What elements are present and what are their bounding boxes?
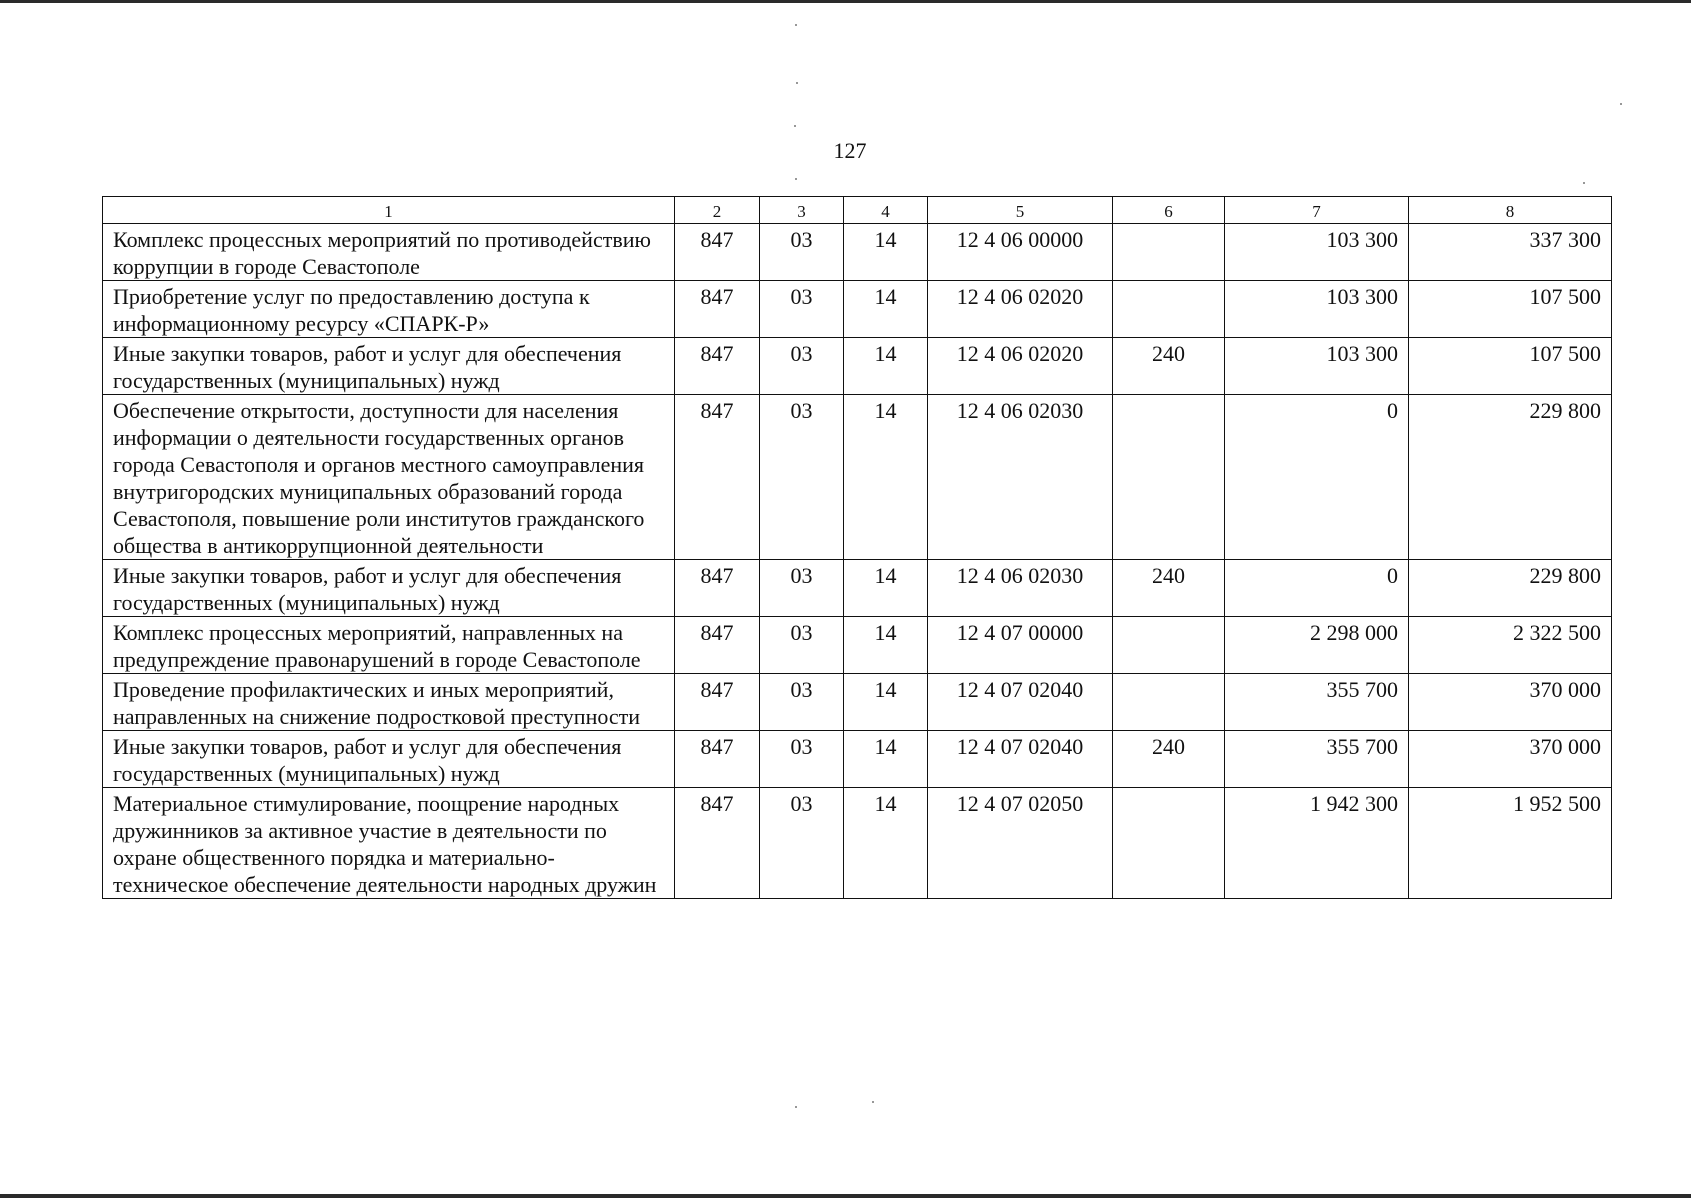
budget-table: [102, 196, 1612, 899]
column-header: 4: [844, 197, 928, 224]
ministry-code: 847: [675, 281, 760, 338]
target-article-code: 12 4 06 02020: [928, 338, 1113, 395]
amount-col-8: 107 500: [1409, 281, 1612, 338]
ministry-code: 847: [675, 674, 760, 731]
table-row: [103, 788, 1612, 899]
amount-col-8: 2 322 500: [1409, 617, 1612, 674]
amount-col-7: 0: [1225, 395, 1409, 560]
column-header: 2: [675, 197, 760, 224]
amount-col-7: 103 300: [1225, 281, 1409, 338]
expense-type-code: 240: [1113, 338, 1225, 395]
amount-col-7: 355 700: [1225, 731, 1409, 788]
section-code: 03: [760, 617, 844, 674]
column-header: 7: [1225, 197, 1409, 224]
table-row: [103, 224, 1612, 281]
subsection-code: 14: [844, 338, 928, 395]
item-name: Комплекс процессных мероприятий, направленных на предупреждение правонарушений в городе Севастополе: [103, 617, 675, 674]
amount-col-8: 107 500: [1409, 338, 1612, 395]
section-code: 03: [760, 224, 844, 281]
subsection-code: 14: [844, 674, 928, 731]
table-row: [103, 338, 1612, 395]
expense-type-code: [1113, 674, 1225, 731]
table-row: [103, 731, 1612, 788]
expense-type-code: 240: [1113, 560, 1225, 617]
subsection-code: 14: [844, 788, 928, 899]
scan-speck: [796, 82, 798, 84]
amount-col-7: 1 942 300: [1225, 788, 1409, 899]
section-code: 03: [760, 788, 844, 899]
expense-type-code: [1113, 788, 1225, 899]
section-code: 03: [760, 560, 844, 617]
target-article-code: 12 4 06 02030: [928, 395, 1113, 560]
amount-col-8: 370 000: [1409, 674, 1612, 731]
item-name: Иные закупки товаров, работ и услуг для обеспечения государственных (муниципальных) нужд: [103, 731, 675, 788]
target-article-code: 12 4 07 00000: [928, 617, 1113, 674]
scan-speck: [795, 24, 797, 26]
subsection-code: 14: [844, 617, 928, 674]
page-number: 127: [833, 138, 867, 163]
section-code: 03: [760, 281, 844, 338]
table-row: [103, 395, 1612, 560]
subsection-code: 14: [844, 224, 928, 281]
item-name: Приобретение услуг по предоставлению доступа к информационному ресурсу «СПАРК-Р»: [103, 281, 675, 338]
section-code: 03: [760, 395, 844, 560]
amount-col-8: 229 800: [1409, 395, 1612, 560]
target-article-code: 12 4 07 02040: [928, 674, 1113, 731]
table-header-row: [103, 197, 1612, 224]
amount-col-7: 103 300: [1225, 338, 1409, 395]
column-header: 8: [1409, 197, 1612, 224]
target-article-code: 12 4 06 00000: [928, 224, 1113, 281]
subsection-code: 14: [844, 731, 928, 788]
amount-col-8: 1 952 500: [1409, 788, 1612, 899]
target-article-code: 12 4 07 02050: [928, 788, 1113, 899]
scan-edge-top: [0, 0, 1691, 3]
ministry-code: 847: [675, 560, 760, 617]
table-row: [103, 617, 1612, 674]
item-name: Материальное стимулирование, поощрение народных дружинников за активное участие в деятельности по охране общественного порядка и материально-техническое обеспечение деятельности народных дружин: [103, 788, 675, 899]
column-header: 3: [760, 197, 844, 224]
subsection-code: 14: [844, 395, 928, 560]
scan-speck: [795, 178, 797, 180]
expense-type-code: [1113, 617, 1225, 674]
ministry-code: 847: [675, 617, 760, 674]
expense-type-code: [1113, 281, 1225, 338]
item-name: Иные закупки товаров, работ и услуг для обеспечения государственных (муниципальных) нужд: [103, 338, 675, 395]
scan-speck: [872, 1101, 874, 1103]
column-header: 1: [103, 197, 675, 224]
column-header: 6: [1113, 197, 1225, 224]
expense-type-code: 240: [1113, 731, 1225, 788]
target-article-code: 12 4 06 02020: [928, 281, 1113, 338]
item-name: Проведение профилактических и иных мероприятий, направленных на снижение подростковой преступности: [103, 674, 675, 731]
amount-col-7: 103 300: [1225, 224, 1409, 281]
table-row: [103, 281, 1612, 338]
amount-col-8: 370 000: [1409, 731, 1612, 788]
amount-col-7: 2 298 000: [1225, 617, 1409, 674]
subsection-code: 14: [844, 281, 928, 338]
scan-speck: [794, 125, 796, 127]
amount-col-8: 229 800: [1409, 560, 1612, 617]
amount-col-7: 355 700: [1225, 674, 1409, 731]
column-header: 5: [928, 197, 1113, 224]
ministry-code: 847: [675, 395, 760, 560]
item-name: Комплекс процессных мероприятий по противодействию коррупции в городе Севастополе: [103, 224, 675, 281]
section-code: 03: [760, 674, 844, 731]
expense-type-code: [1113, 395, 1225, 560]
amount-col-7: 0: [1225, 560, 1409, 617]
target-article-code: 12 4 06 02030: [928, 560, 1113, 617]
expense-type-code: [1113, 224, 1225, 281]
scan-speck: [1583, 182, 1585, 184]
section-code: 03: [760, 338, 844, 395]
target-article-code: 12 4 07 02040: [928, 731, 1113, 788]
table-row: [103, 560, 1612, 617]
scan-edge-bottom: [0, 1194, 1691, 1198]
ministry-code: 847: [675, 338, 760, 395]
item-name: Обеспечение открытости, доступности для населения информации о деятельности государственных органов города Севастополя и органов местного самоуправления внутригородских муниципальных образований города Севастополя, повышение роли институтов гражданского общества в антикоррупционной деятельности: [103, 395, 675, 560]
scan-speck: [1620, 103, 1622, 105]
table-row: [103, 674, 1612, 731]
item-name: Иные закупки товаров, работ и услуг для обеспечения государственных (муниципальных) нужд: [103, 560, 675, 617]
ministry-code: 847: [675, 788, 760, 899]
amount-col-8: 337 300: [1409, 224, 1612, 281]
subsection-code: 14: [844, 560, 928, 617]
ministry-code: 847: [675, 224, 760, 281]
scan-speck: [795, 1106, 797, 1108]
section-code: 03: [760, 731, 844, 788]
ministry-code: 847: [675, 731, 760, 788]
